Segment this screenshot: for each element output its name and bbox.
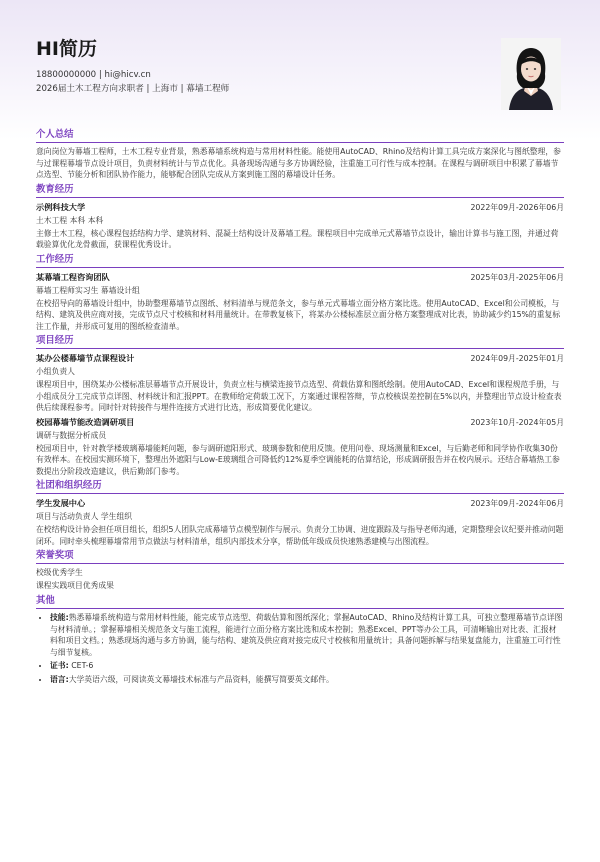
project-role: 小组负责人: [36, 367, 75, 376]
section-title-awards: 荣誉奖项: [36, 549, 564, 564]
org-name: 学生发展中心: [36, 498, 86, 508]
section-other: [36, 594, 564, 685]
school-name: 示例科技大学: [36, 201, 86, 212]
section-title-other: 其他: [36, 594, 564, 609]
contact-info: 18800000000 | hi@hicv.cn: [36, 70, 151, 80]
work-desc: 在校招导向的幕墙设计组中，协助整理幕墙节点图纸、材料清单与规范条文，参与单元式幕墙立面分格方案比选。使用AutoCAD、Excel和公司模板，与结构、建筑及供应商对接，完成节点尺寸校核和材料用量统计。在带教复核下，将某办公楼标准层立面分格方案整理成对比表，协助减少约15%的重复标注工作量，并形成可复用的图纸检查清单。: [36, 298, 561, 331]
section-campus: [36, 479, 564, 547]
avatar: [501, 38, 561, 110]
section-title-campus: 社团和组织经历: [36, 479, 564, 494]
education-major: 土木工程 本科 本科: [36, 215, 104, 225]
project-date: 2023年10月-2024年05月: [470, 417, 564, 427]
work-role: 幕墙工程师实习生 幕墙设计组: [36, 285, 140, 295]
avatar-photo-icon: [501, 38, 561, 110]
section-awards: [36, 549, 564, 592]
skills-label: 技能:: [50, 613, 69, 622]
resume-body: [36, 128, 564, 687]
award-item: 校级优秀学生: [36, 568, 83, 577]
campus-date: 2023年09月-2024年06月: [470, 499, 564, 508]
resume-header: [36, 38, 476, 96]
campus-desc: 在校结构设计协会担任项目组长，组织5人团队完成幕墙节点模型制作与展示。负责分工协调、进度跟踪及与指导老师沟通，定期整理会议纪要并推动问题闭环。同时牵头梳理幕墙常用节点做法与材料清单，组织内部技术分享，帮助低年级成员快速熟悉建模与出图流程。: [36, 525, 564, 546]
project-role: 调研与数据分析成员: [36, 430, 107, 440]
project-desc: 课程项目中，围绕某办公楼标准层幕墙节点开展设计，负责立柱与横梁连接节点选型、荷载估算和图纸绘制。使用AutoCAD、Excel和课程规范手册，与小组成员分工完成节点详图、材料统计和汇报PPT。在教师给定荷载工况下，方案通过课程答辩，节点校核误差控制在5%以内，并整理出节点设计检查表供后续课程参考。同时针对转接件与埋件连接方式进行比选，形成简要优化建议。: [36, 380, 562, 412]
section-education: [36, 183, 564, 251]
education-date: 2022年09月-2026年06月: [470, 202, 564, 212]
section-title-work: 工作经历: [36, 253, 564, 268]
certificate-label: 证书:: [50, 661, 69, 670]
skills-value: 熟悉幕墙系统构造与常用材料性能，能完成节点选型、荷载估算和图纸深化；掌握AutoCAD、Rhino及结构计算工具，可独立整理幕墙节点详图与材料清单。；掌握幕墙相关规范条文与施工流程，能进行立面分格方案比选和成本控制；熟悉Excel、PPT等办公工具，可清晰输出对比表、汇报材料和项目文档。；熟悉现场沟通与多方协调，能与结构、建筑及供应商对接完成尺寸校核和用量统计；具备问题拆解与结果复盘能力，注重施工可行性与细节复核。: [50, 613, 563, 657]
project-entry-head: [36, 352, 564, 365]
project-name: 校园幕墙节能改造调研项目: [36, 416, 135, 427]
project-name: 某办公楼幕墙节点课程设计: [36, 353, 135, 363]
certificate-value: CET-6: [71, 661, 94, 670]
work-date: 2025年03月-2025年06月: [470, 272, 564, 282]
section-title-projects: 项目经历: [36, 334, 564, 349]
award-item: 课程实践项目优秀成果: [36, 581, 114, 590]
section-work: [36, 253, 564, 333]
company-name: 某幕墙工程咨询团队: [36, 271, 110, 282]
section-title-education: 教育经历: [36, 183, 564, 198]
language-label: 语言:: [50, 674, 69, 684]
summary-text: 意向岗位为幕墙工程师，土木工程专业背景，熟悉幕墙系统构造与常用材料性能。能使用AutoCAD、Rhino及结构计算工具完成方案深化与图纸整理，参与过课程幕墙节点设计项目，负责材料统计与节点优化。具备现场沟通与多方协调经验，注重施工可行性与成本控制。在课程与调研项目中积累了幕墙节点选型、节能分析和团队协作能力，能够配合团队完成从方案到施工图的幕墙设计任务。: [36, 147, 561, 179]
section-projects: [36, 334, 564, 477]
section-title-summary: 个人总结: [36, 128, 564, 143]
education-entry-head: [36, 201, 564, 214]
section-summary: [36, 128, 564, 181]
work-entry-head: [36, 271, 564, 284]
project-desc: 校园项目中，针对教学楼玻璃幕墙能耗问题，参与调研遮阳形式、玻璃参数和使用反馈。使用问卷、现场测量和Excel，与后勤老师和同学协作收集30份有效样本。在校园实测环境下，整理出外遮阳与Low-E玻璃组合可降低约12%夏季空调能耗的估算结论，形成调研报告并在校内展示。还结合幕墙热工参数提出分阶段改造建议，供后勤部门参考。: [36, 443, 560, 476]
list-item-language: [50, 674, 564, 686]
project-date: 2024年09月-2025年01月: [470, 354, 564, 363]
language-value: 大学英语六级，可阅读英文幕墙技术标准与产品资料，能撰写简要英文邮件。: [68, 674, 334, 684]
list-item-certificate: [50, 660, 564, 672]
campus-entry-head: [36, 497, 564, 510]
project-entry-head: [36, 416, 564, 429]
list-item-skills: [50, 612, 564, 658]
education-desc: 主修土木工程，核心课程包括结构力学、建筑材料、混凝土结构设计及幕墙工程。课程项目中完成单元式幕墙节点设计，输出计算书与施工图，并通过荷载验算优化龙骨截面，获课程优秀设计。: [36, 228, 559, 249]
job-intent: 2026届土木工程方向求职者 | 上海市 | 幕墙工程师: [36, 84, 230, 94]
campus-role: 项目与活动负责人 学生组织: [36, 512, 133, 521]
candidate-name: HI简历: [36, 38, 97, 60]
other-list: [36, 612, 564, 685]
